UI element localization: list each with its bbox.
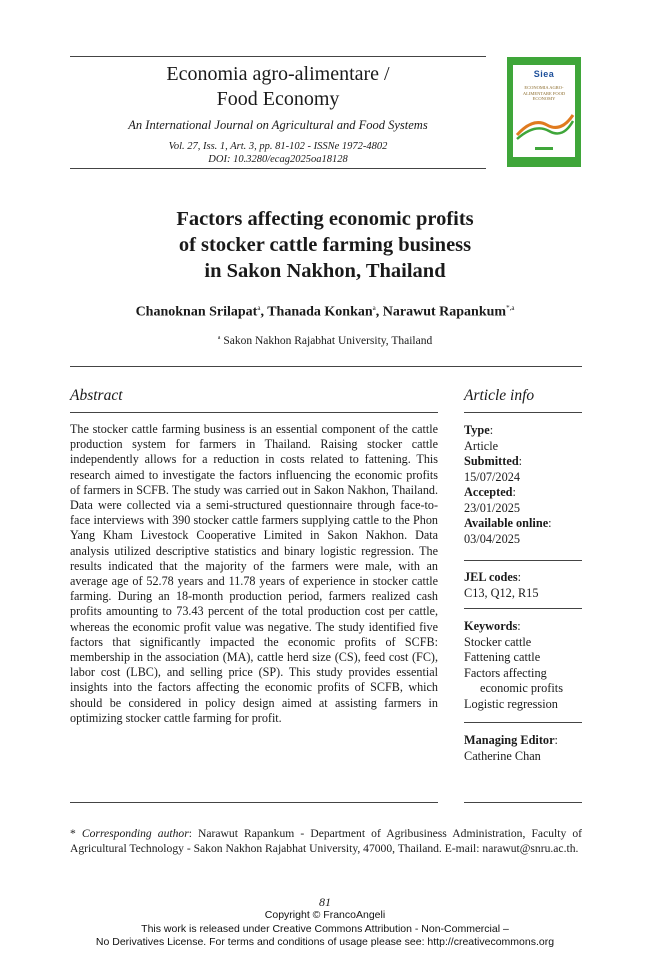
author-affiliation-mark: *,a — [506, 304, 515, 312]
managing-editor — [464, 733, 582, 764]
article-title-line-3: in Sakon Nakhon, Thailand — [204, 260, 446, 282]
info-rule-2 — [464, 608, 582, 609]
affiliation-text: Sakon Nakhon Rajabhat University, Thailand — [223, 335, 433, 347]
journal-title-line-1: Economia agro-alimentare / — [166, 63, 390, 85]
license-line-2[interactable]: No Derivatives License. For terms and conditions of usage please see: http://creativecommons.org — [95, 936, 555, 948]
author-name: Chanoknan Srilapat — [135, 304, 258, 320]
page-number: 81 — [319, 895, 331, 909]
license-line-1: This work is released under Creative Commons Attribution - Non-Commercial – — [141, 922, 509, 935]
keywords — [464, 619, 582, 712]
keyword-item: Logistic regression — [464, 696, 558, 711]
title-bottom-rule — [70, 366, 582, 367]
accepted-value: 23/01/2025 — [464, 500, 521, 515]
author-list: Chanoknan Srilapat$^a$, Thanada Konkan$^a$, Narawut Rapankum$^{*,a}$ — [135, 304, 515, 320]
journal-title-line-2: Food Economy — [216, 88, 340, 110]
cover-logo: Siea — [533, 69, 555, 79]
keyword-item: Fattening cattle — [464, 650, 541, 664]
editor-label: Managing Editor — [464, 733, 555, 747]
keywords-row: Keywords: — [464, 619, 521, 633]
abstract-bottom-rule — [70, 802, 438, 803]
journal-meta — [70, 140, 486, 166]
footnote-text: : Narawut Rapankum - Department of Agribusiness Administration, Faculty of Agricultural Technology - Sakon Nakhon Rajabhat University, 47000, Thailand. E-mail: narawut@snru.ac.th. — [70, 827, 583, 856]
article-title — [60, 206, 590, 284]
submitted-row: Submitted: — [464, 454, 523, 468]
type-value: Article — [464, 438, 499, 453]
corresponding-author-footnote — [70, 826, 582, 856]
submitted-value: 15/07/2024 — [464, 469, 521, 484]
keywords-label: Keywords — [464, 619, 518, 633]
cover-wave-graphic — [513, 65, 575, 157]
copyright-line: Copyright © FrancoAngeli — [264, 909, 386, 921]
abstract-heading-rule — [70, 412, 438, 413]
submitted-label: Submitted — [464, 454, 519, 468]
type-row: Type: — [464, 423, 494, 437]
jel-value: C13, Q12, R15 — [464, 585, 539, 600]
accepted-label: Accepted — [464, 485, 513, 499]
abstract-text: The stocker cattle farming business is an essential component of the cattle production system for farmers in Thailand. Raising stocker cattle independently allows for a reduction in costs related to fattening. This research aimed to investigate the factors influencing the economic profits of farmers in SCFB. The study was carried out in Sakon Nakhon, Thailand. Data were collected via a semi-structured questionnaire through face-to-face interviews with 390 stocker cattle farmers supplying cattle to the Phon Yang Kham Livestock Cooperative Limited in Sakon Nakhon. Data analysis utilized descriptive statistics and binary logistic regression. The results indicated that the majority of the farmers were male, with an average age of 52.78 years and 11.78 years of experience in stocker cattle farming. During an 18-month production period, farmers realized cash profits amounting to 73.43 percent of the total production cost per cattle, whereas the economic profit value was negative. The study identified five factors that significantly impacted the economic profits of SCFB: membership in the association (MA), cattle herd size (CS), feed cost (FC), labor cost (LBC), and selling price (SP). This study provides essential insights into the factors affecting the economic profits of SCFB, which should be considered in policy design aimed at assisting farmers in optimizing stocker cattle farming for profit. — [70, 422, 438, 725]
info-rule-1 — [464, 560, 582, 561]
editor-row: Managing Editor: — [464, 733, 558, 747]
jel-label: JEL codes — [464, 570, 518, 584]
editor-value: Catherine Chan — [464, 748, 541, 763]
accepted-row: Accepted: — [464, 485, 516, 499]
keyword-item: economic profits — [480, 681, 563, 695]
author-name: Narawut Rapankum — [382, 304, 507, 320]
journal-title — [70, 62, 486, 112]
volume-info: Vol. 27, Iss. 1, Art. 3, pp. 81-102 - ISSNe 1972-4802 — [168, 141, 388, 152]
header-bottom-rule — [70, 168, 486, 169]
type-label: Type — [464, 423, 490, 437]
affiliation — [60, 335, 590, 347]
online-value: 03/04/2025 — [464, 531, 521, 546]
article-title-line-1: Factors affecting economic profits — [176, 208, 474, 230]
author-affiliation-mark: a — [257, 304, 261, 312]
cover-title: ECONOMIA AGRO-ALIMENTARE FOOD ECONOMY — [522, 85, 566, 101]
journal-subtitle: An International Journal on Agricultural and Food Systems — [128, 118, 428, 132]
keyword-item: Stocker cattle — [464, 634, 532, 649]
affiliation-mark: a — [217, 335, 221, 342]
article-title-line-2: of stocker cattle farming business — [178, 234, 472, 256]
journal-cover-image — [507, 57, 581, 167]
info-rule-3 — [464, 722, 582, 723]
cover-page — [513, 65, 575, 157]
online-label: Available online — [464, 516, 549, 530]
author-affiliation-mark: a — [372, 304, 376, 312]
footnote-marker: * — [70, 827, 82, 840]
keyword-item: Factors affecting — [464, 665, 547, 680]
header-top-rule — [70, 56, 486, 57]
online-row: Available online: — [464, 516, 552, 530]
info-bottom-rule — [464, 802, 582, 803]
abstract-heading: Abstract — [70, 387, 123, 404]
author-name: Thanada Konkan — [267, 304, 373, 320]
license-footer — [0, 909, 650, 950]
article-dates — [464, 423, 582, 547]
jel-row: JEL codes: — [464, 570, 522, 584]
article-info-heading-rule — [464, 412, 582, 413]
jel-codes — [464, 570, 582, 601]
article-info-heading: Article info — [464, 387, 535, 404]
footnote-label: Corresponding author — [81, 827, 189, 840]
doi[interactable]: DOI: 10.3280/ecag2025oa18128 — [208, 154, 348, 165]
